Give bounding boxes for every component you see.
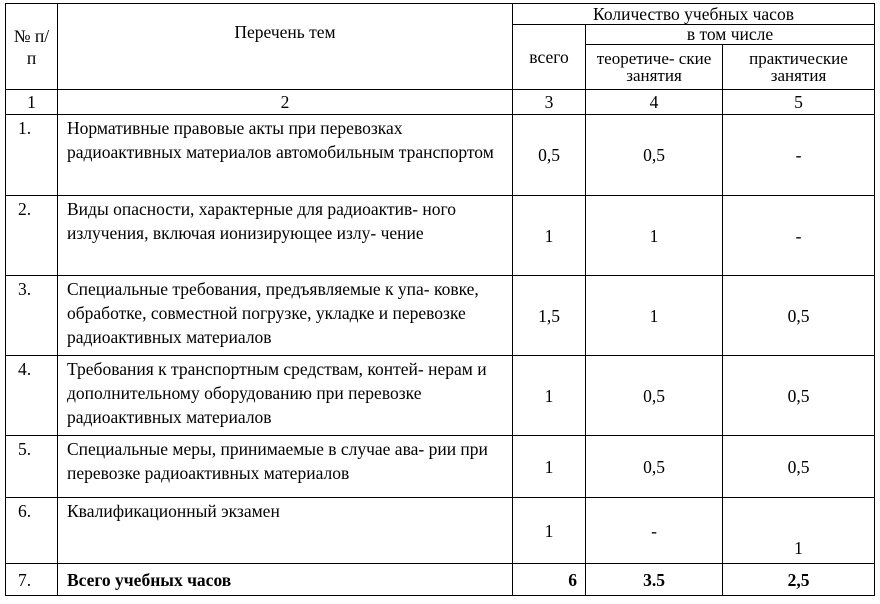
numbering-cell: 1 [6,90,58,115]
numbering-cell: 3 [513,90,586,115]
row-topic: Специальные требования, предъявляемые к упа- ковке, обработке, совместной погрузке, укладке и перевозке радиоактивных материалов [58,276,513,356]
numbering-row [6,90,875,115]
row-total: 1 [513,498,586,564]
total-index: 7. [6,564,58,596]
row-topic: Нормативные правовые акты при перевозках радиоактивных материалов автомобильным транспортом [58,115,513,196]
header-number-text: № п/п [13,25,50,68]
row-theory: 1 [586,276,723,356]
row-practice: 1 [723,498,875,564]
total-theory: 3.5 [586,564,723,596]
table-row [6,356,875,436]
row-practice: - [723,196,875,276]
total-practice: 2,5 [723,564,875,596]
total-row [6,564,875,596]
row-total: 1 [513,436,586,498]
row-total: 1 [513,196,586,276]
numbering-cell: 2 [58,90,513,115]
table-row [6,498,875,564]
row-practice: - [723,115,875,196]
row-index: 3. [6,276,58,356]
row-theory: 0,5 [586,115,723,196]
header-including: в том числе [586,25,875,45]
row-practice: 0,5 [723,356,875,436]
header-hours: Количество учебных часов [513,4,875,25]
row-topic: Виды опасности, характерные для радиоактив- ного излучения, включая ионизирующее излу- чение [58,196,513,276]
table-row [6,115,875,196]
row-theory: - [586,498,723,564]
header-total: всего [513,25,586,90]
total-hours: 6 [513,564,586,596]
total-label: Всего учебных часов [58,564,513,596]
row-total: 0,5 [513,115,586,196]
row-topic: Специальные меры, принимаемые в случае ава- рии при перевозке радиоактивных материалов [58,436,513,498]
numbering-cell: 5 [723,90,875,115]
header-row-1 [6,4,875,25]
row-index: 5. [6,436,58,498]
row-practice: 0,5 [723,276,875,356]
header-theory: теоретиче- ские занятия [586,45,723,90]
row-index: 6. [6,498,58,564]
table-row [6,196,875,276]
row-practice: 0,5 [723,436,875,498]
header-number [6,4,58,90]
row-total: 1 [513,356,586,436]
table-row [6,436,875,498]
row-theory: 0,5 [586,356,723,436]
numbering-cell: 4 [586,90,723,115]
row-index: 4. [6,356,58,436]
row-theory: 1 [586,196,723,276]
row-index: 1. [6,115,58,196]
row-total: 1,5 [513,276,586,356]
row-index: 2. [6,196,58,276]
header-topics: Перечень тем [58,4,513,90]
header-practice: практические занятия [723,45,875,90]
table-row [6,276,875,356]
row-topic: Требования к транспортным средствам, контей- нерам и дополнительному оборудованию при перевозке радиоактивных материалов [58,356,513,436]
row-theory: 0,5 [586,436,723,498]
row-topic: Квалификационный экзамен [58,498,513,564]
curriculum-table [5,3,875,596]
